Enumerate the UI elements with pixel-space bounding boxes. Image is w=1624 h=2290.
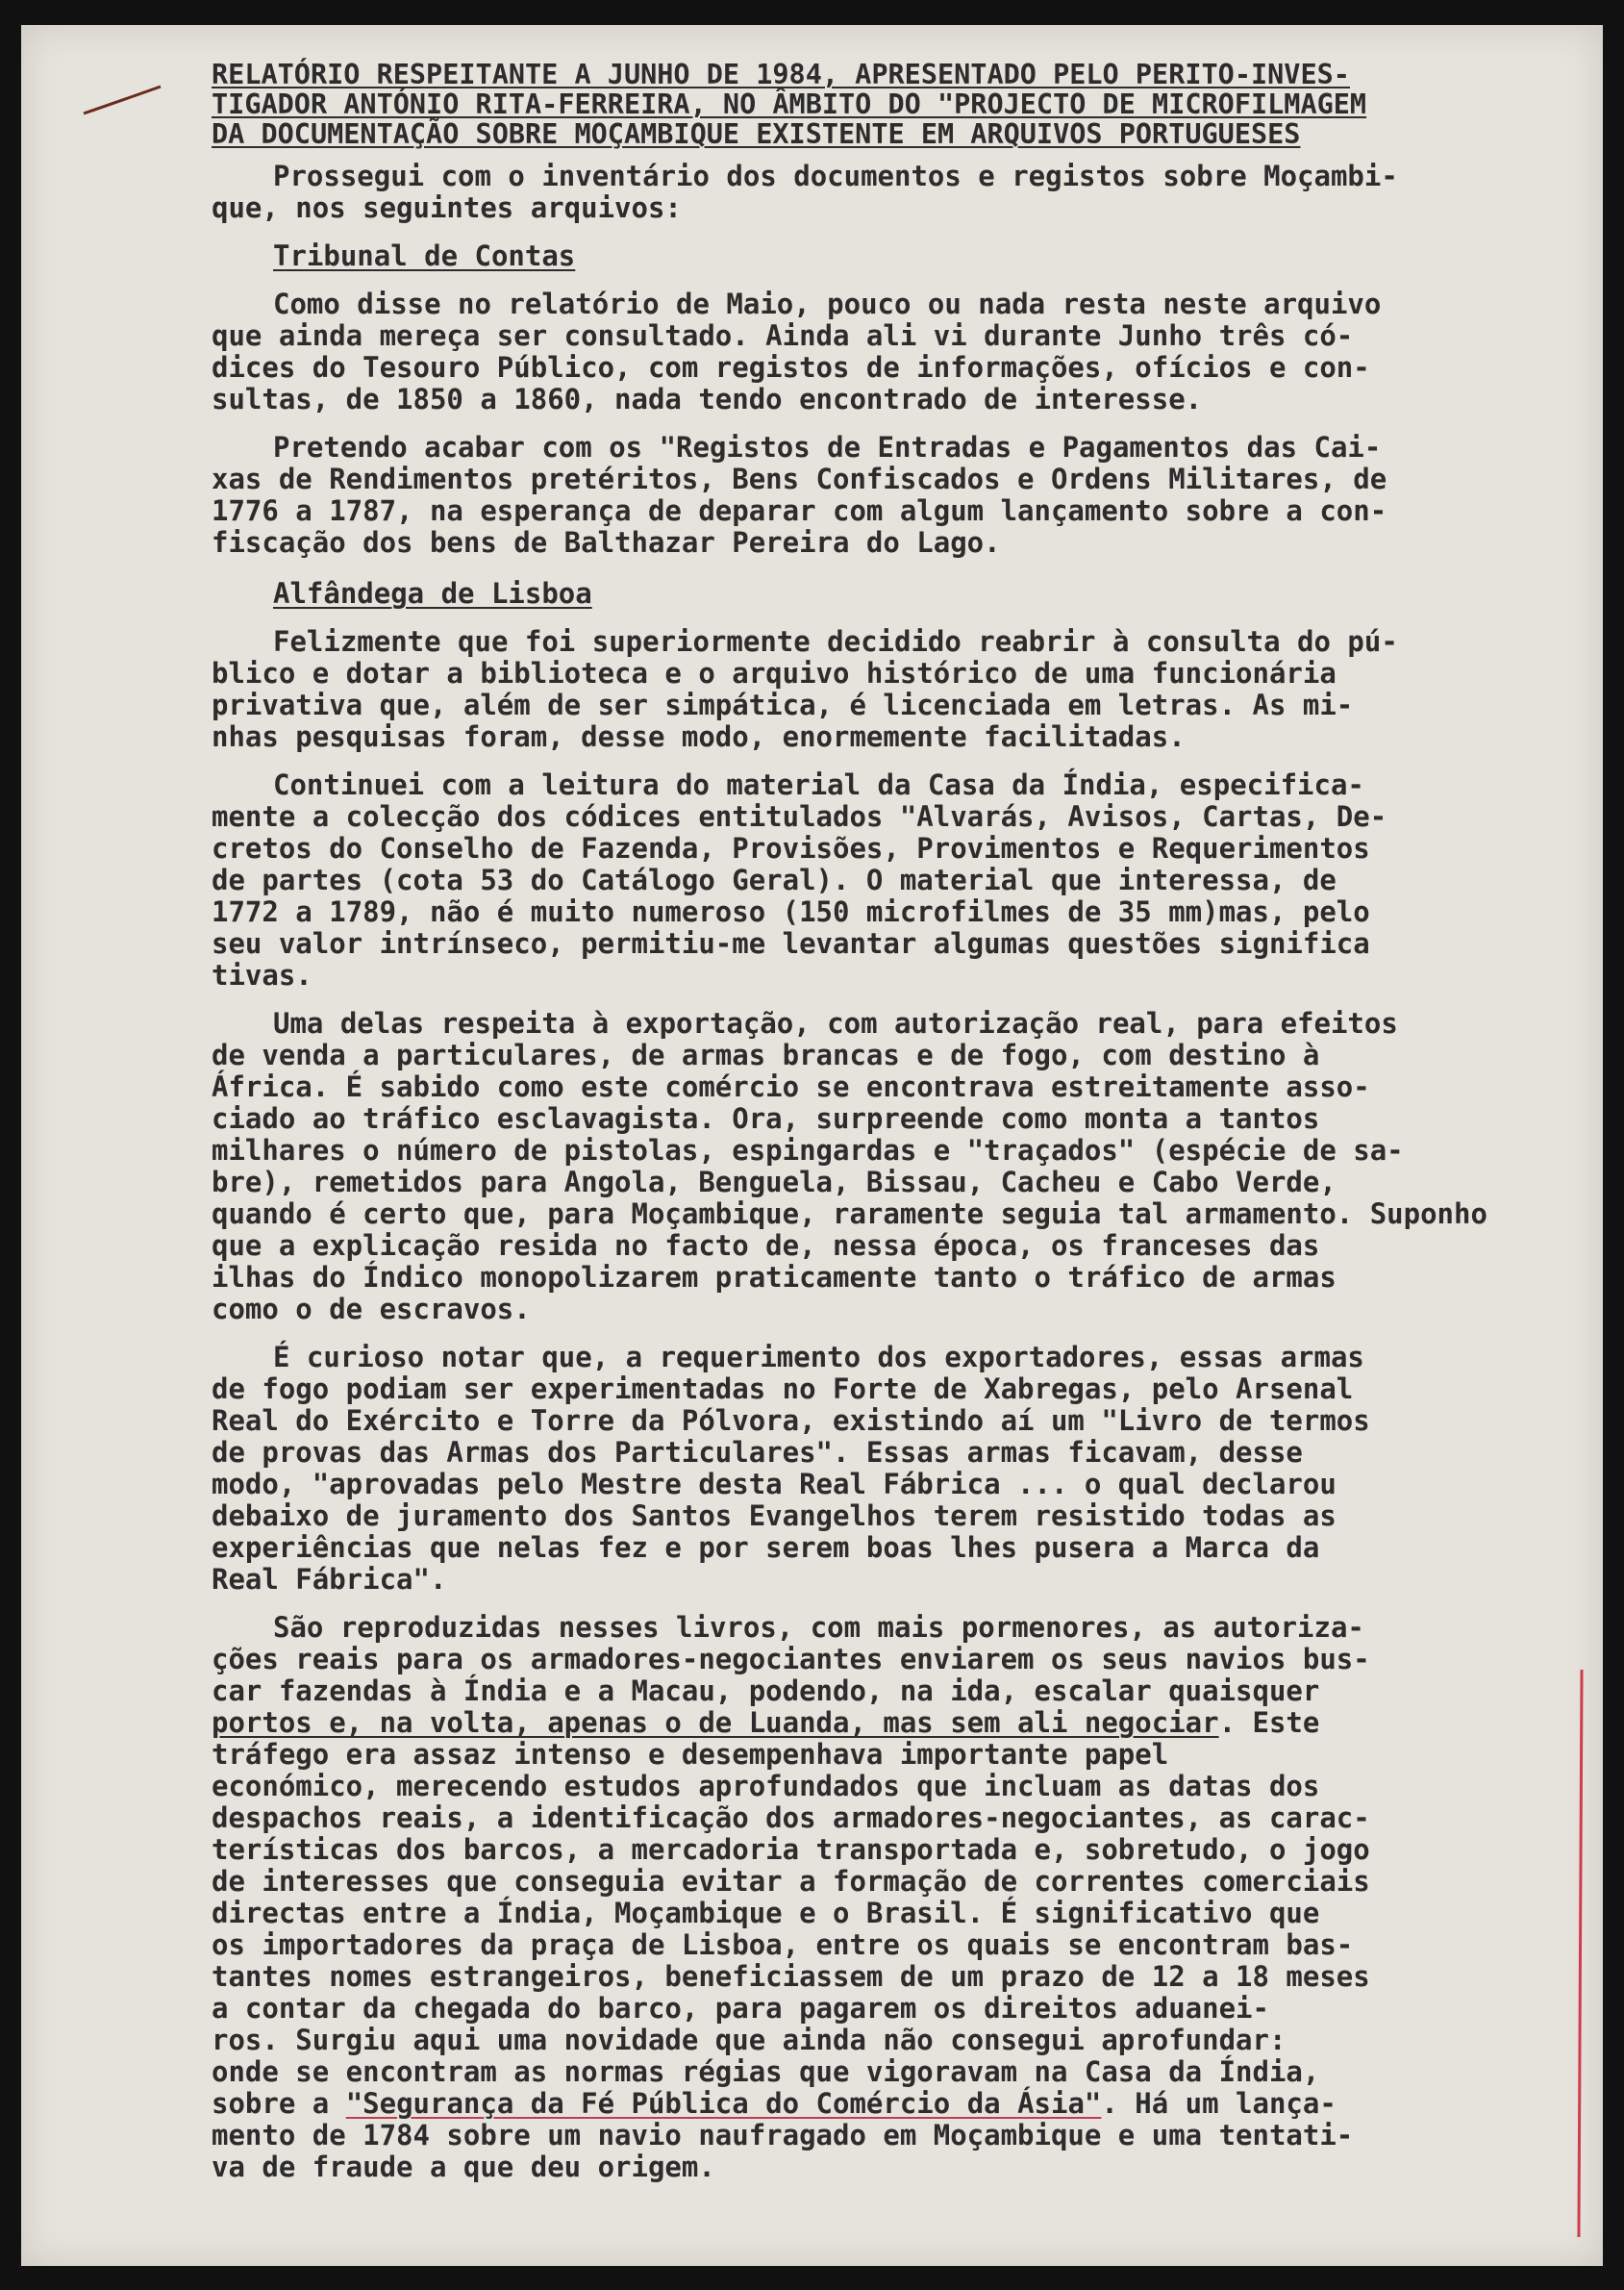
- paragraph: [212, 769, 1596, 992]
- underlined-phrase: portos e, na volta, apenas o de Luanda, mas sem ali negociar: [212, 1706, 1219, 1739]
- text-line: África. É sabido como este comércio se encontrava estreitamente asso-: [212, 1070, 1370, 1103]
- text-span: . Há um lança-: [1101, 2087, 1337, 2120]
- text-line: económico, merecendo estudos aprofundados que incluam as datas dos: [212, 1770, 1320, 1802]
- text-line: de provas das Armas dos Particulares". Essas armas ficavam, desse: [212, 1436, 1303, 1469]
- text-line: Real do Exército e Torre da Pólvora, existindo aí um "Livro de termos: [212, 1404, 1370, 1437]
- text-line: como o de escravos.: [212, 1293, 531, 1325]
- paragraph: [212, 1612, 1596, 2183]
- text-line: É curioso notar que, a requerimento dos exportadores, essas armas: [273, 1341, 1364, 1373]
- text-line: ciado ao tráfico esclavagista. Ora, surpreende como monta a tantos: [212, 1102, 1320, 1135]
- text-line: seu valor intrínseco, permitiu-me levantar algumas questões significa: [212, 927, 1370, 960]
- text-line: a contar da chegada do barco, para pagarem os direitos aduanei-: [212, 1992, 1269, 2025]
- text-line: os importadores da praça de Lisboa, entre os quais se encontram bas-: [212, 1928, 1354, 1961]
- section-title-tribunal: Tribunal de Contas: [273, 239, 576, 272]
- text-line: 1776 a 1787, na esperança de deparar com algum lançamento sobre a con-: [212, 494, 1387, 527]
- text-line: ros. Surgiu aqui uma novidade que ainda não consegui aprofundar:: [212, 2024, 1287, 2056]
- text-line: cretos do Conselho de Fazenda, Provisões, Provimentos e Requerimentos: [212, 832, 1370, 865]
- text-line: que a explicação resida no facto de, nessa época, os franceses das: [212, 1229, 1320, 1262]
- text-line: va de fraude a que deu origem.: [212, 2151, 715, 2183]
- text-line: despachos reais, a identificação dos armadores-negociantes, as carac-: [212, 1801, 1370, 1834]
- paragraph: [212, 432, 1596, 559]
- text-line: experiências que nelas fez e por serem boas lhes pusera a Marca da: [212, 1531, 1320, 1564]
- text-line: modo, "aprovadas pelo Mestre desta Real Fábrica ... o qual declarou: [212, 1468, 1337, 1500]
- document-body: [212, 60, 1596, 2183]
- text-span: sobre a: [212, 2087, 346, 2120]
- underlined-phrase-red: "Segurança da Fé Pública do Comércio da Ásia": [345, 2087, 1102, 2120]
- text-line: mento de 1784 sobre um navio naufragado em Moçambique e uma tentati-: [212, 2119, 1354, 2152]
- text-line: xas de Rendimentos pretéritos, Bens Confiscados e Ordens Militares, de: [212, 463, 1387, 495]
- text-line: terísticas dos barcos, a mercadoria transportada e, sobretudo, o jogo: [212, 1833, 1370, 1866]
- intro-paragraph: [212, 161, 1596, 224]
- text-line: dices do Tesouro Público, com registos de informações, ofícios e con-: [212, 351, 1370, 384]
- text-line: de venda a particulares, de armas brancas e de fogo, com destino à: [212, 1039, 1320, 1071]
- text-line: de interesses que conseguia evitar a formação de correntes comerciais: [212, 1865, 1370, 1898]
- text-line: Como disse no relatório de Maio, pouco ou nada resta neste arquivo: [273, 288, 1382, 320]
- paragraph: [212, 1008, 1596, 1325]
- text-line: Prossegui com o inventário dos documentos e registos sobre Moçambi-: [273, 160, 1398, 192]
- text-line: tantes nomes estrangeiros, beneficiassem de um prazo de 12 a 18 meses: [212, 1960, 1370, 1993]
- text-line: que ainda mereça ser consultado. Ainda ali vi durante Junho três có-: [212, 319, 1354, 352]
- text-line: sultas, de 1850 a 1860, nada tendo encontrado de interesse.: [212, 383, 1203, 415]
- text-line: de partes (cota 53 do Catálogo Geral). O material que interessa, de: [212, 864, 1337, 896]
- paragraph: [212, 1342, 1596, 1596]
- text-line: tivas.: [212, 959, 312, 992]
- text-line: [212, 2088, 1596, 2120]
- text-line: milhares o número de pistolas, espingardas e "traçados" (espécie de sa-: [212, 1134, 1404, 1167]
- header-line: DA DOCUMENTAÇÃO SOBRE MOÇAMBIQUE EXISTENTE EM ARQUIVOS PORTUGUESES: [212, 118, 1301, 150]
- text-line: quando é certo que, para Moçambique, raramente seguia tal armamento. Suponho: [212, 1197, 1487, 1230]
- text-line: que, nos seguintes arquivos:: [212, 191, 682, 224]
- report-header: [212, 60, 1596, 149]
- text-line: blico e dotar a biblioteca e o arquivo histórico de uma funcionária: [212, 657, 1337, 690]
- text-line: Pretendo acabar com os "Registos de Entradas e Pagamentos das Cai-: [273, 431, 1382, 464]
- text-line: ilhas do Índico monopolizarem praticamente tanto o tráfico de armas: [212, 1261, 1337, 1294]
- text-line: debaixo de juramento dos Santos Evangelhos terem resistido todas as: [212, 1499, 1337, 1532]
- section-title-alfandega: Alfândega de Lisboa: [273, 577, 592, 610]
- text-line: Continuei com a leitura do material da Casa da Índia, especifica-: [273, 768, 1364, 801]
- text-line: bre), remetidos para Angola, Benguela, Bissau, Cacheu e Cabo Verde,: [212, 1166, 1337, 1198]
- text-line: car fazendas à Índia e a Macau, podendo, na ida, escalar quaisquer: [212, 1674, 1320, 1707]
- text-line: onde se encontram as normas régias que vigoravam na Casa da Índia,: [212, 2055, 1320, 2088]
- text-line: [212, 1707, 1596, 1739]
- text-line: Uma delas respeita à exportação, com autorização real, para efeitos: [273, 1007, 1398, 1040]
- text-line: mente a colecção dos códices entitulados "Alvarás, Avisos, Cartas, De-: [212, 800, 1387, 833]
- text-line: tráfego era assaz intenso e desempenhava importante papel: [212, 1738, 1169, 1771]
- text-span: . Este: [1218, 1706, 1320, 1739]
- document-page: [21, 25, 1603, 2266]
- header-line: RELATÓRIO RESPEITANTE A JUNHO DE 1984, APRESENTADO PELO PERITO-INVES-: [212, 59, 1350, 90]
- text-line: 1772 a 1789, não é muito numeroso (150 microfilmes de 35 mm)mas, pelo: [212, 895, 1370, 928]
- text-line: São reproduzidas nesses livros, com mais pormenores, as autoriza-: [273, 1611, 1364, 1644]
- text-line: privativa que, além de ser simpática, é licenciada em letras. As mi-: [212, 689, 1354, 721]
- text-line: fiscação dos bens de Balthazar Pereira do Lago.: [212, 526, 1001, 559]
- pen-mark: [79, 81, 165, 119]
- paragraph: [212, 626, 1596, 753]
- paragraph: [212, 289, 1596, 415]
- text-line: de fogo podiam ser experimentadas no Forte de Xabregas, pelo Arsenal: [212, 1372, 1354, 1405]
- header-line: TIGADOR ANTÓNIO RITA-FERREIRA, NO ÂMBITO DO "PROJECTO DE MICROFILMAGEM: [212, 88, 1367, 120]
- text-line: nhas pesquisas foram, desse modo, enormemente facilitadas.: [212, 720, 1186, 753]
- text-line: Felizmente que foi superiormente decidido reabrir à consulta do pú-: [273, 625, 1398, 658]
- text-line: Real Fábrica".: [212, 1563, 447, 1596]
- text-line: directas entre a Índia, Moçambique e o Brasil. É significativo que: [212, 1897, 1320, 1929]
- text-line: ções reais para os armadores-negociantes enviarem os seus navios bus-: [212, 1643, 1370, 1675]
